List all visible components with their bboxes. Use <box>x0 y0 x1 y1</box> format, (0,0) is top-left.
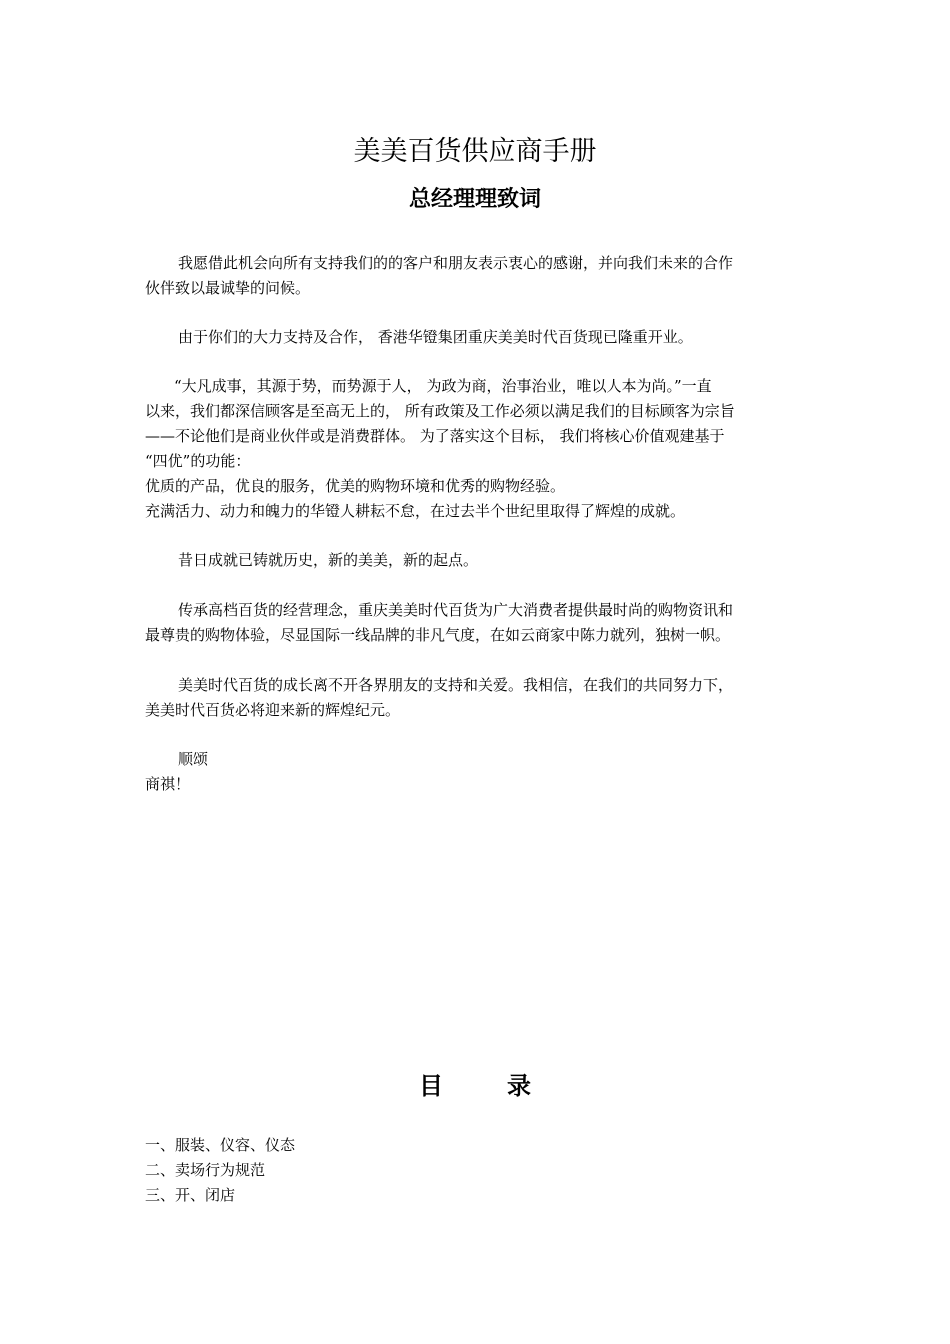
paragraph-line: 优质的产品，优良的服务，优美的购物环境和优秀的购物经验。 <box>145 477 566 495</box>
section-title: 总经理理致词 <box>408 187 541 212</box>
letter-paragraph-3 <box>145 374 807 524</box>
document-title: 美美百货供应商手册 <box>353 136 597 167</box>
paragraph-line: 美美时代百货必将迎来新的辉煌纪元。 <box>145 701 401 719</box>
letter-paragraph-5 <box>145 598 807 648</box>
paragraph-line: 充满活力、动力和魄力的华镫人耕耘不怠，在过去半个世纪里取得了辉煌的成就。 <box>145 502 686 520</box>
paragraph-line: 以来，我们都深信顾客是至高无上的， 所有政策及工作必须以满足我们的目标顾客为宗旨 <box>145 402 735 420</box>
paragraph-line: 美美时代百货的成长离不开各界朋友的支持和关爱。我相信，在我们的共同努力下， <box>178 676 734 694</box>
paragraph-line: 昔日成就已铸就历史，新的美美，新的起点。 <box>178 551 479 569</box>
toc-title-char: 目 <box>419 1072 443 1100</box>
paragraph-line: ——不论他们是商业伙伴或是消费群体。 为了落实这个目标， 我们将核心价值观建基于 <box>145 427 725 445</box>
letter-paragraph-1 <box>145 251 807 301</box>
paragraph-line: 最尊贵的购物体验，尽显国际一线品牌的非凡气度，在如云商家中陈力就列，独树一帜。 <box>145 626 731 644</box>
toc-list <box>145 1133 295 1208</box>
letter-closing <box>145 747 807 797</box>
letter-paragraph-6 <box>145 673 807 723</box>
paragraph-line: 伙伴致以最诚挚的问候。 <box>145 279 311 297</box>
closing-line: 商祺！ <box>145 775 191 793</box>
paragraph-line: 传承高档百货的经营理念，重庆美美时代百货为广大消费者提供最时尚的购物资讯和 <box>178 601 734 619</box>
paragraph-line: “四优”的功能： <box>145 452 251 470</box>
toc-item[interactable]: 二、卖场行为规范 <box>145 1161 266 1179</box>
toc-item[interactable]: 一、服装、仪容、仪态 <box>145 1136 296 1154</box>
toc-title-char: 录 <box>507 1072 531 1100</box>
toc-title <box>0 1068 950 1104</box>
paragraph-line: 我愿借此机会向所有支持我们的的客户和朋友表示衷心的感谢，并向我们未来的合作 <box>178 254 734 272</box>
toc-item[interactable]: 三、开、闭店 <box>145 1186 236 1204</box>
paragraph-line: “大凡成事，其源于势，而势源于人， 为政为商，治事治业，唯以人本为尚。”一直 <box>174 377 712 395</box>
letter-paragraph-4 <box>145 548 807 573</box>
letter-paragraph-2 <box>145 325 807 350</box>
paragraph-line: 由于你们的大力支持及合作， 香港华镫集团重庆美美时代百货现已隆重开业。 <box>178 328 693 346</box>
closing-line: 顺颂 <box>178 750 209 768</box>
